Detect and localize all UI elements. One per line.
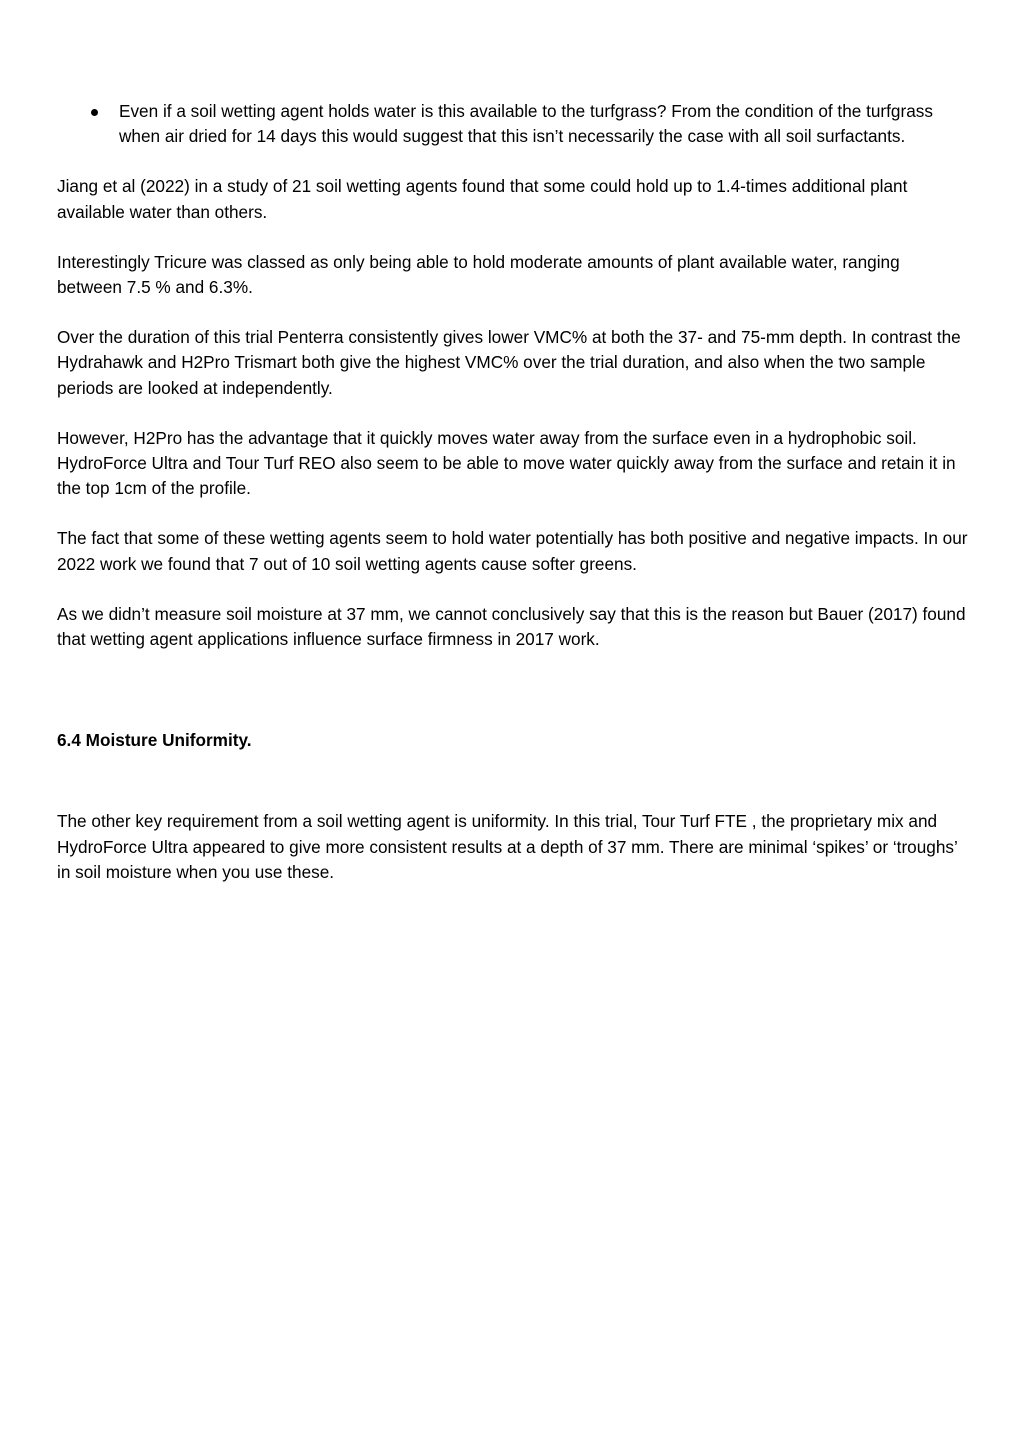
bullet-list (57, 99, 969, 149)
bullet-text: Even if a soil wetting agent holds water is this available to the turfgrass? From the condition of the turfgrass when air dried for 14 days this would suggest that this isn’t necessarily the case with all soil surfactants. (119, 101, 933, 147)
bullet-dot-icon (91, 109, 98, 116)
paragraph-uniformity: The other key requirement from a soil wetting agent is uniformity. In this trial, Tour Turf FTE , the proprietary mix and HydroForce Ultra appeared to give more consistent results at a depth of 37 mm. There are minimal ‘spikes’ or ‘troughs’ in soil moisture when you use these. (57, 811, 958, 882)
document-page (57, 99, 969, 885)
bullet-item (57, 99, 969, 149)
paragraph-h2pro-advantage: However, H2Pro has the advantage that it quickly moves water away from the surface even in a hydrophobic soil. HydroForce Ultra and Tour Turf REO also seem to be able to move water quickly away from the surface and retain it in the top 1cm of the profile. (57, 427, 956, 499)
section-heading: 6.4 Moisture Uniformity. (57, 730, 252, 751)
paragraph-hold-water-impacts: The fact that some of these wetting agents seem to hold water potentially has both positive and negative impacts. In our 2022 work we found that 7 out of 10 soil wetting agents cause softer greens. (57, 528, 968, 574)
paragraph-penterra-vmc: Over the duration of this trial Penterra consistently gives lower VMC% at both the 37- and 75-mm depth. In contrast the Hydrahawk and H2Pro Trismart both give the highest VMC% over the trial duration, and also when the two sample periods are looked at independently. (57, 327, 961, 398)
paragraph-bauer-firmness: As we didn’t measure soil moisture at 37 mm, we cannot conclusively say that this is the reason but Bauer (2017) found that wetting agent applications influence surface firmness in 2017 work. (57, 603, 966, 650)
paragraph-jiang-study: Jiang et al (2022) in a study of 21 soil wetting agents found that some could hold up to 1.4-times additional plant available water than others. (57, 176, 908, 222)
paragraph-tricure: Interestingly Tricure was classed as only being able to hold moderate amounts of plant available water, ranging between 7.5 % and 6.3%. (57, 251, 900, 298)
